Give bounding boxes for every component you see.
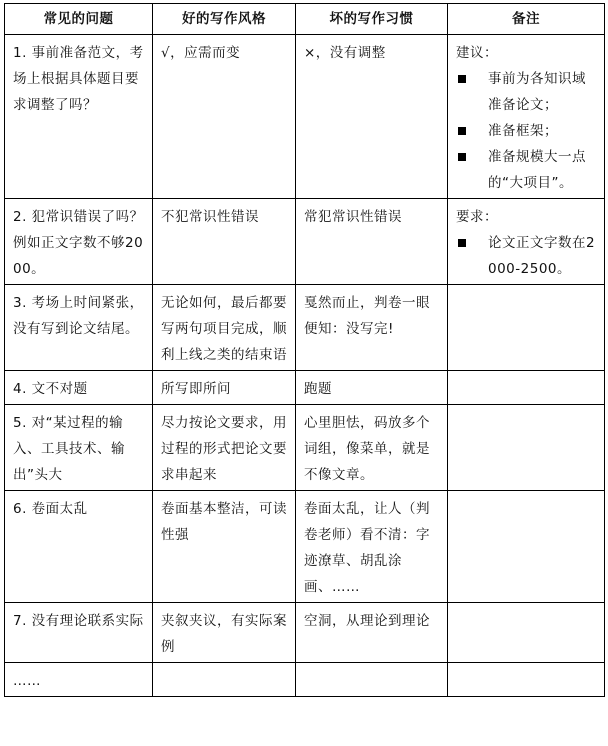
problem-cell: 7. 没有理论联系实际 <box>5 603 153 663</box>
note-title: 建议： <box>456 45 498 61</box>
note-list <box>456 66 596 196</box>
note-cell <box>448 405 605 491</box>
list-item <box>456 66 596 118</box>
good-cell: 尽力按论文要求，用过程的形式把论文要求串起来 <box>153 405 296 491</box>
square-bullet-icon <box>458 127 466 135</box>
good-cell: 卷面基本整洁，可读性强 <box>153 491 296 603</box>
good-cell: √，应需而变 <box>153 35 296 199</box>
header-row <box>5 4 605 35</box>
problem-cell: 2. 犯常识错误了吗？例如正文字数不够2000。 <box>5 199 153 285</box>
bad-cell: 心里胆怯，码放多个词组，像菜单，就是不像文章。 <box>296 405 448 491</box>
square-bullet-icon <box>458 239 466 247</box>
good-cell: 所写即所问 <box>153 371 296 405</box>
note-item-text: 事前为各知识域准备论文； <box>488 71 586 113</box>
bad-cell: 戛然而止，判卷一眼便知：没写完! <box>296 285 448 371</box>
header-note: 备注 <box>448 4 605 35</box>
list-item <box>456 230 596 282</box>
bad-cell: 卷面太乱，让人（判卷老师）看不清：字迹潦草、胡乱涂画、…… <box>296 491 448 603</box>
square-bullet-icon <box>458 153 466 161</box>
table-row <box>5 35 605 199</box>
note-list <box>456 230 596 282</box>
list-item <box>456 118 596 144</box>
bad-cell: 跑题 <box>296 371 448 405</box>
table-row <box>5 285 605 371</box>
good-cell <box>153 663 296 697</box>
note-cell <box>448 35 605 199</box>
note-cell <box>448 371 605 405</box>
note-cell <box>448 285 605 371</box>
note-cell <box>448 199 605 285</box>
bad-cell: 常犯常识性错误 <box>296 199 448 285</box>
table-row <box>5 199 605 285</box>
note-title: 要求： <box>456 209 498 225</box>
header-bad-habit: 坏的写作习惯 <box>296 4 448 35</box>
header-good-style: 好的写作风格 <box>153 4 296 35</box>
list-item <box>456 144 596 196</box>
note-cell <box>448 603 605 663</box>
note-item-text: 准备框架； <box>488 123 558 139</box>
bad-cell: ×，没有调整 <box>296 35 448 199</box>
table-row <box>5 371 605 405</box>
table-row <box>5 405 605 491</box>
problem-cell: 5. 对“某过程的输入、工具技术、输出”头大 <box>5 405 153 491</box>
problem-cell: 4. 文不对题 <box>5 371 153 405</box>
problem-cell: 1. 事前准备范文，考场上根据具体题目要求调整了吗？ <box>5 35 153 199</box>
table-row <box>5 491 605 603</box>
bad-cell: 空洞，从理论到理论 <box>296 603 448 663</box>
problem-cell: …… <box>5 663 153 697</box>
good-cell: 不犯常识性错误 <box>153 199 296 285</box>
table-row <box>5 603 605 663</box>
header-problem: 常见的问题 <box>5 4 153 35</box>
comparison-table <box>4 3 605 697</box>
good-cell: 无论如何，最后都要写两句项目完成，顺利上线之类的结束语 <box>153 285 296 371</box>
note-cell <box>448 663 605 697</box>
square-bullet-icon <box>458 75 466 83</box>
problem-cell: 3. 考场上时间紧张，没有写到论文结尾。 <box>5 285 153 371</box>
note-item-text: 准备规模大一点的“大项目”。 <box>488 149 586 191</box>
note-cell <box>448 491 605 603</box>
bad-cell <box>296 663 448 697</box>
good-cell: 夹叙夹议，有实际案例 <box>153 603 296 663</box>
table-row <box>5 663 605 697</box>
note-item-text: 论文正文字数在2000-2500。 <box>488 235 596 277</box>
problem-cell: 6. 卷面太乱 <box>5 491 153 603</box>
